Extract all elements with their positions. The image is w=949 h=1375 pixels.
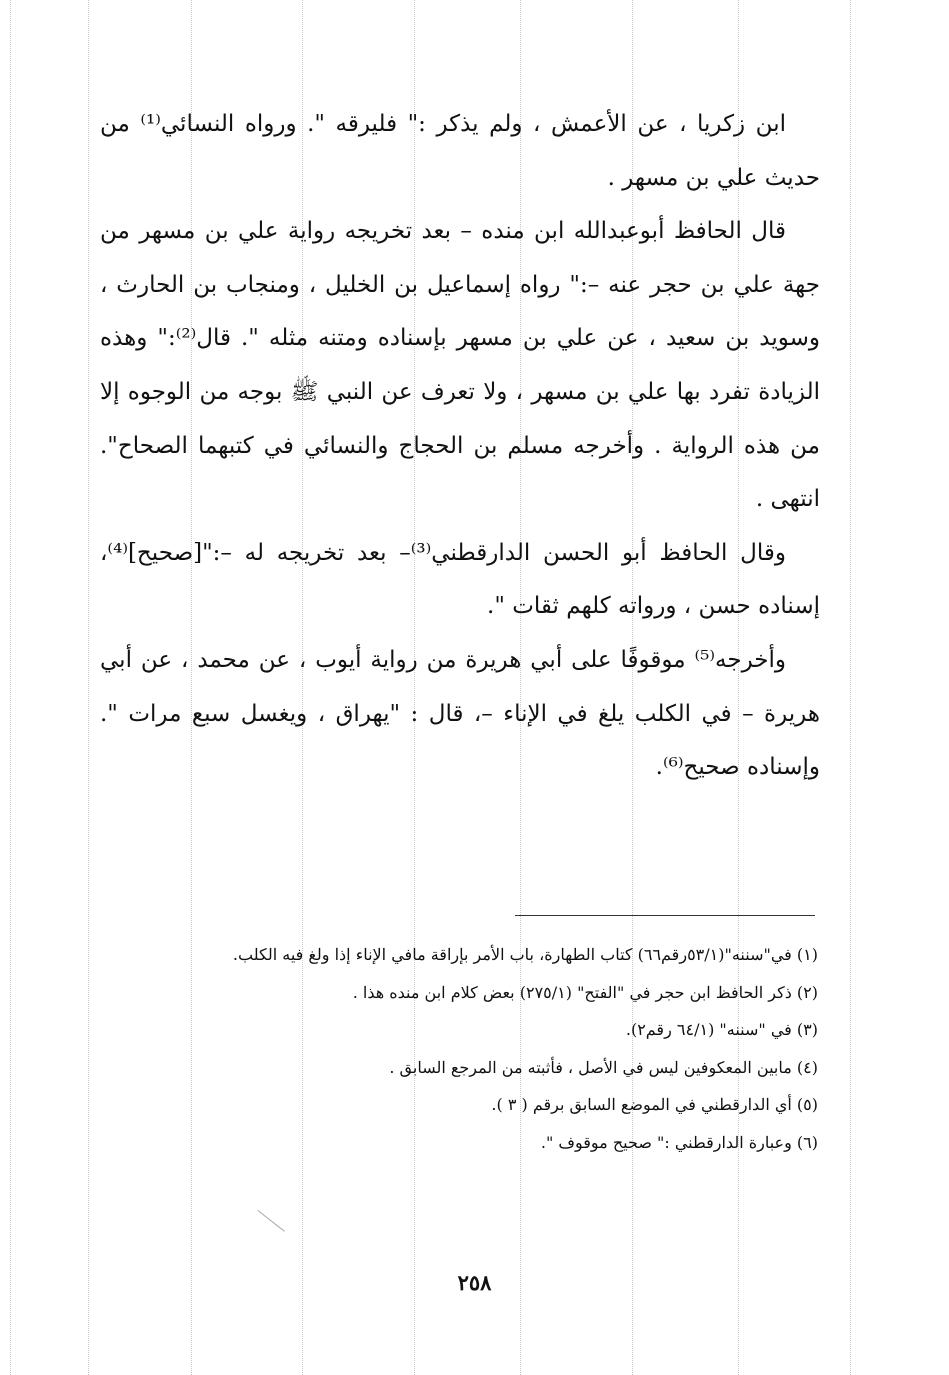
scan-guide-line [10, 0, 11, 1375]
main-text [100, 98, 820, 795]
scan-mark [257, 1210, 284, 1232]
footnotes [100, 936, 818, 1161]
page-number: ٢٥٨ [457, 1270, 492, 1295]
footnote: (٤) مابين المعكوفين ليس في الأصل ، فأثبته من المرجع السابق . [389, 1057, 818, 1077]
footnote: (٢) ذكر الحافظ ابن حجر في "الفتح" (٢٧٥/١) بعض كلام ابن منده هذا . [352, 982, 818, 1002]
paragraph: قال الحافظ أبوعبدالله ابن منده – بعد تخريجه رواية علي بن مسهر من جهة علي بن حجر عنه –:" رواه إسماعيل بن الخليل ، ومنجاب بن الحارث ، وسويد بن سعيد ، عن علي بن مسهر بإسناده ومتنه مثله ". قال⁽²⁾:" وهذه الزيادة تفرد بها علي بن مسهر ، ولا تعرف عن النبي ﷺ بوجه من الوجوه إلا من هذه الرواية . وأخرجه مسلم بن الحجاج والنسائي في كتبهما الصحاح". انتهى . [100, 218, 820, 513]
footnote: (٥) أي الدارقطني في الموضع السابق برقم ( ٣ ). [491, 1095, 818, 1114]
paragraph: ابن زكريا ، عن الأعمش ، ولم يذكر :" فليرقه ". ورواه النسائي⁽¹⁾ من حديث علي بن مسهر . [100, 111, 820, 191]
footnote: (٦) وعبارة الدارقطني :" صحيح موقوف ". [540, 1132, 818, 1152]
paragraph: وقال الحافظ أبو الحسن الدارقطني⁽³⁾– بعد تخريجه له –:"[صحيح]⁽⁴⁾، إسناده حسن ، ورواته كلهم ثقات ". [100, 539, 820, 620]
footnote: (١) في"سننه"(٥٣/١رقم٦٦) كتاب الطهارة، باب الأمر بإراقة مافي الإناء إذا ولغ فيه الكلب. [232, 945, 818, 964]
footnote: (٣) في "سننه" (٦٤/١ رقم٢). [625, 1020, 818, 1039]
paragraph: وأخرجه⁽⁵⁾ موقوفًا على أبي هريرة من رواية أيوب ، عن محمد ، عن أبي هريرة – في الكلب يلغ في الإناء –، قال : "يهراق ، ويغسل سبع مرات ". وإسناده صحيح⁽⁶⁾. [100, 646, 820, 781]
scan-guide-line [850, 0, 851, 1375]
scan-guide-line [88, 0, 89, 1375]
footnote-separator [515, 915, 815, 916]
